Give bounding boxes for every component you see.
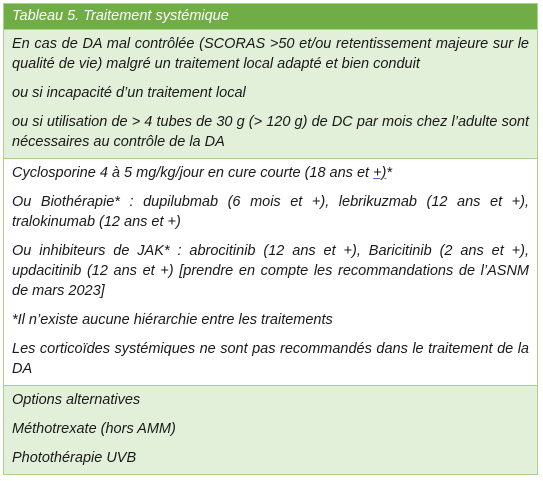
alternatives-section bbox=[4, 386, 537, 474]
alternative-phototherapie: Photothérapie UVB bbox=[12, 450, 137, 466]
systemic-treatment-table bbox=[3, 3, 538, 475]
alternatives-heading: Options alternatives bbox=[12, 392, 141, 408]
criteria-tubes: ou si utilisation de > 4 tubes de 30 g (> 120 g) de DC par mois chez l’adulte sont nécessaires au contrôle de la DA bbox=[12, 114, 529, 150]
cyclosporine-asterisk: * bbox=[386, 165, 393, 181]
treatment-corticoides: Les corticoïdes systémiques ne sont pas recommandés dans le traitement de la DA bbox=[12, 341, 529, 377]
table-title: Tableau 5. Traitement systémique bbox=[4, 4, 537, 30]
criteria-uncontrolled: En cas de DA mal contrôlée (SCORAS >50 et/ou retentissement majeure sur le qualité de vie) malgré un traitement local adapté et bien conduit bbox=[12, 36, 529, 72]
treatment-hierarchy-note: *Il n’existe aucune hiérarchie entre les traitements bbox=[12, 312, 333, 328]
treatment-jak-inhibitors: Ou inhibiteurs de JAK* : abrocitinib (12 ans et +), Baricitinib (2 ans et +), updacitinib (12 ans et +) [prendre en compte les recommandations de l’ASNM de mars 2023] bbox=[12, 243, 529, 299]
alternative-methotrexate: Méthotrexate (hors AMM) bbox=[12, 421, 176, 437]
indication-criteria-section bbox=[4, 30, 537, 159]
treatment-biotherapie: Ou Biothérapie* : dupilubmab (6 mois et +), lebrikuzmab (12 ans et +), tralokinumab (12 ans et +) bbox=[12, 194, 529, 230]
treatment-cyclosporine bbox=[12, 163, 529, 183]
cyclosporine-underlined: +) bbox=[373, 165, 387, 181]
treatments-section bbox=[4, 159, 537, 386]
cyclosporine-text: Cyclosporine 4 à 5 mg/kg/jour en cure courte (18 ans et bbox=[12, 165, 374, 181]
criteria-incapacity: ou si incapacité d’un traitement local bbox=[12, 85, 246, 101]
